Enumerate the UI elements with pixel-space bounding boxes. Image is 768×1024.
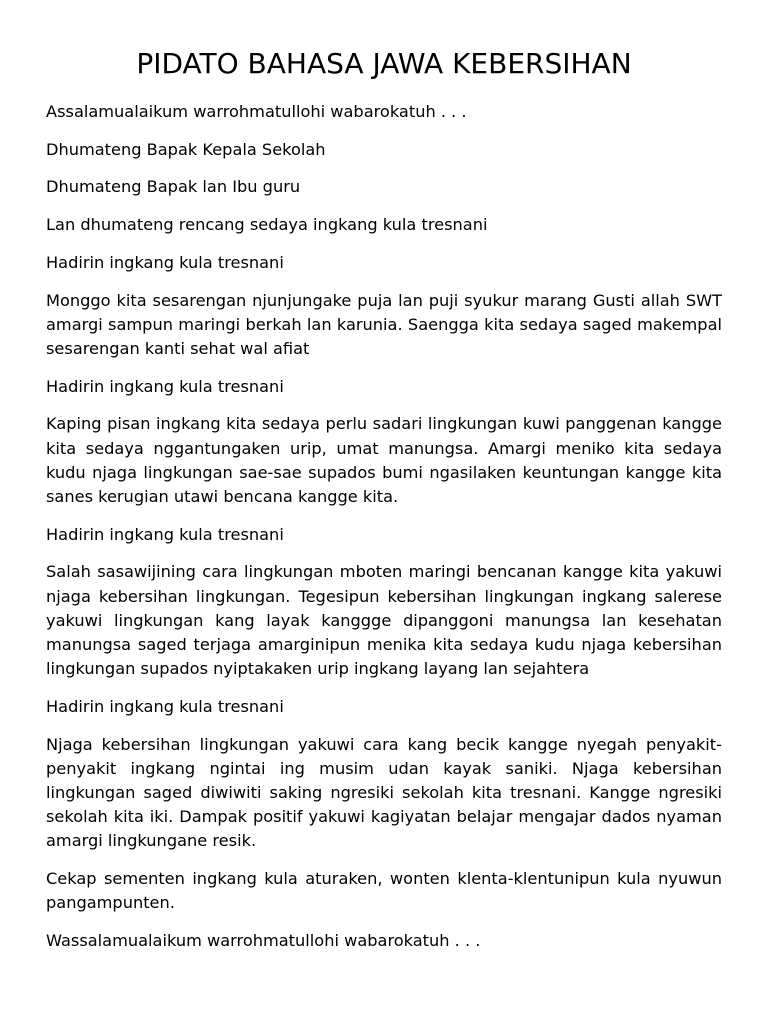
greeting-opening: Assalamualaikum warrohmatullohi wabarokatuh . . .: [46, 102, 467, 121]
salutation-friends: Lan dhumateng rencang sedaya ingkang kula tresnani: [46, 215, 488, 235]
paragraph-environment: Kaping pisan ingkang kita sedaya perlu sadari lingkungan kuwi panggenan kangge kita sedaya nggantungaken urip, umat manungsa. Amargi meniko kita sedaya kudu njaga lingkungan sae-sae supados bumi ngasilaken keuntungan kangge kita sanes kerugian utawi bencana kangge kita.: [46, 414, 722, 506]
paragraph-prevention: Njaga kebersihan lingkungan yakuwi cara kang becik kangge nyegah penyakit-penyakit ingkang ngintai ing musim udan kayak saniki. Njaga kebersihan lingkungan saged diwiwiti saking ngresiki sekolah kita tresnani. Kangge ngresiki sekolah kita iki. Dampak positif yakuwi kagiyatan belajar mengajar dados nyaman amargi lingkungane resik.: [46, 734, 722, 851]
address-audience: Hadirin ingkang kula tresnani: [46, 252, 284, 272]
address-audience: Hadirin ingkang kula tresnani: [46, 376, 284, 396]
paragraph-gratitude: Monggo kita sesarengan njunjungake puja lan puji syukur marang Gusti allah SWT amargi sampun maringi berkah lan karunia. Saengga kita sedaya saged makempal sesarengan kanti sehat wal afiat: [46, 290, 722, 358]
document-title: PIDATO BAHASA JAWA KEBERSIHAN: [136, 47, 632, 80]
paragraph-cleanliness: Salah sasawijining cara lingkungan mboten maringi bencanan kangge kita yakuwi njaga kebersihan lingkungan. Tegesipun kebersihan lingkungan ingkang salerese yakuwi lingkungan kang layak kanggge dipanggoni manungsa lan kesehatan manungsa saged terjaga amarginipun menika kita sedaya kudu njaga kebersihan lingkungan supados nyiptakaken urip ingkang layang lan sejahtera: [46, 562, 722, 679]
address-audience: Hadirin ingkang kula tresnani: [46, 524, 284, 544]
paragraph-closing: Cekap sementen ingkang kula aturaken, wonten klenta-klentunipun kula nyuwun pangampunten.: [46, 869, 722, 913]
salutation-teachers: Dhumateng Bapak lan Ibu guru: [46, 177, 301, 197]
salutation-headmaster: Dhumateng Bapak Kepala Sekolah: [46, 139, 326, 159]
address-audience: Hadirin ingkang kula tresnani: [46, 696, 284, 716]
greeting-closing: Wassalamualaikum warrohmatullohi wabarokatuh . . .: [46, 930, 481, 950]
